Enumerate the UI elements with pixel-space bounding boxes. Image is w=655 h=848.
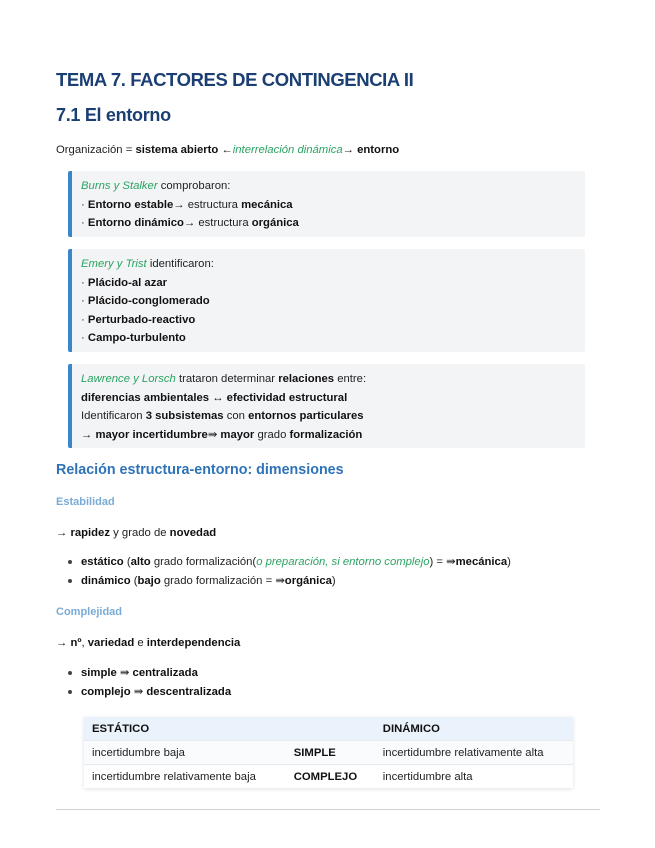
intro-arrow-right: → bbox=[342, 144, 358, 156]
text: → bbox=[81, 428, 96, 441]
bold-text: 3 subsistemas bbox=[145, 410, 224, 422]
bold-text: centralizada bbox=[132, 667, 198, 679]
relation-heading: Relación estructura-entorno: dimensiones bbox=[56, 462, 344, 478]
bold-text: complejo bbox=[81, 686, 131, 698]
callout-line bbox=[81, 426, 585, 445]
table-cell: incertidumbre relativamente baja bbox=[84, 765, 286, 789]
table-cell: COMPLEJO bbox=[286, 765, 375, 789]
bold-text: mayor incertidumbre bbox=[95, 428, 208, 441]
table-header bbox=[286, 717, 375, 741]
text: ) = ⇛ bbox=[429, 556, 456, 568]
dash: · bbox=[81, 295, 88, 307]
text: → bbox=[56, 527, 71, 539]
bold-text: relaciones bbox=[278, 373, 335, 385]
callout-burns-stalker bbox=[68, 171, 585, 237]
text: , bbox=[81, 637, 88, 649]
intro-italic: interrelación dinámica bbox=[232, 144, 343, 156]
text: ⇛ bbox=[116, 667, 133, 679]
list-item bbox=[56, 572, 511, 591]
environment-table bbox=[84, 717, 573, 788]
text: ( bbox=[123, 556, 131, 568]
text: con bbox=[223, 410, 249, 422]
text: ) bbox=[331, 575, 336, 587]
bold-text: mayor bbox=[220, 428, 255, 441]
dash: · bbox=[81, 313, 88, 326]
dash: · bbox=[81, 276, 88, 289]
bold-text: dinámico bbox=[81, 575, 131, 587]
callout-heading bbox=[81, 177, 585, 196]
bold-text: entornos particulares bbox=[248, 410, 364, 422]
table-header: DINÁMICO bbox=[375, 717, 573, 741]
text: ⇛ bbox=[207, 428, 221, 441]
text: ⇛ bbox=[130, 686, 147, 698]
dash: · bbox=[81, 198, 88, 211]
stability-line bbox=[56, 524, 216, 542]
text: y grado de bbox=[110, 527, 170, 539]
table-header: ESTÁTICO bbox=[84, 717, 286, 741]
stability-list bbox=[56, 553, 511, 591]
table-header-row bbox=[84, 717, 573, 741]
bold-text: estático bbox=[81, 556, 124, 568]
callout-line bbox=[81, 311, 585, 330]
bold-text: Perturbado-reactivo bbox=[87, 313, 196, 326]
bold-text: interdependencia bbox=[146, 637, 241, 649]
text: ) bbox=[507, 556, 511, 568]
table-cell: incertidumbre relativamente alta bbox=[375, 741, 573, 765]
italic-text: o preparación, si entorno complejo bbox=[256, 556, 430, 568]
callout-heading bbox=[81, 370, 585, 389]
author-name: Lawrence y Lorsch bbox=[81, 373, 176, 385]
intro-line bbox=[56, 141, 399, 159]
callout-line bbox=[81, 274, 585, 293]
list-item bbox=[56, 553, 511, 572]
text: → estructura bbox=[173, 198, 242, 211]
bold-text: mecánica bbox=[241, 198, 293, 211]
callout-line bbox=[81, 389, 585, 408]
stability-heading: Estabilidad bbox=[56, 496, 115, 508]
section-title: 7.1 El entorno bbox=[56, 105, 171, 125]
list-item bbox=[56, 664, 231, 683]
text: Identificaron bbox=[81, 410, 146, 422]
author-verb: identificaron: bbox=[146, 258, 214, 270]
bold-text: efectividad estructural bbox=[226, 391, 348, 404]
table-cell: incertidumbre alta bbox=[375, 765, 573, 789]
text: entre: bbox=[334, 373, 367, 385]
complexity-line bbox=[56, 634, 240, 652]
intro-arrow: ← bbox=[218, 144, 233, 156]
callout-line bbox=[81, 292, 585, 311]
page-title: TEMA 7. FACTORES DE CONTINGENCIA II bbox=[56, 69, 414, 90]
bold-text: variedad bbox=[87, 637, 135, 649]
text: grado formalización( bbox=[150, 556, 257, 568]
bold-text: novedad bbox=[169, 527, 217, 539]
bold-text: alto bbox=[130, 556, 151, 568]
author-name: Burns y Stalker bbox=[81, 180, 158, 192]
bold-text: simple bbox=[81, 667, 117, 679]
bold-text: bajo bbox=[137, 575, 161, 587]
dash: · bbox=[81, 217, 88, 229]
bold-text: orgánica bbox=[284, 575, 332, 587]
bold-text: Campo-turbulento bbox=[87, 332, 186, 344]
text: ↔ bbox=[209, 391, 227, 404]
intro-bold: sistema abierto bbox=[135, 144, 219, 156]
author-verb: trataron determinar bbox=[175, 373, 279, 385]
table-row bbox=[84, 765, 573, 789]
callout-line bbox=[81, 214, 585, 233]
callout-line bbox=[81, 407, 585, 426]
bold-text: rapidez bbox=[70, 527, 110, 539]
footer-divider bbox=[56, 809, 600, 810]
callout-lawrence-lorsch bbox=[68, 364, 585, 448]
text: grado bbox=[254, 428, 290, 441]
bold-text: descentralizada bbox=[146, 686, 232, 698]
complexity-list bbox=[56, 664, 231, 702]
text: e bbox=[134, 637, 147, 649]
callout-line bbox=[81, 196, 585, 215]
bold-text: Plácido-conglomerado bbox=[87, 295, 210, 307]
bold-text: Entorno dinámico bbox=[87, 217, 184, 229]
bold-text: diferencias ambientales bbox=[81, 391, 210, 404]
bold-text: formalización bbox=[289, 428, 363, 441]
text: grado formalización = ⇛ bbox=[160, 575, 285, 587]
intro-entorno: entorno bbox=[357, 144, 400, 156]
table-cell: SIMPLE bbox=[286, 741, 375, 765]
complexity-heading: Complejidad bbox=[56, 606, 123, 618]
text: → estructura bbox=[183, 217, 252, 229]
bold-text: Plácido-al azar bbox=[87, 276, 168, 289]
callout-emery-trist bbox=[68, 249, 585, 352]
text: → bbox=[56, 637, 71, 649]
table-cell: incertidumbre baja bbox=[84, 741, 286, 765]
bold-text: nº bbox=[70, 637, 82, 649]
callout-line bbox=[81, 329, 585, 348]
author-verb: comprobaron: bbox=[157, 180, 231, 192]
callout-heading bbox=[81, 255, 585, 274]
list-item bbox=[56, 683, 231, 702]
text: ( bbox=[130, 575, 138, 587]
dash: · bbox=[81, 332, 88, 344]
author-name: Emery y Trist bbox=[81, 258, 147, 270]
intro-text: Organización = bbox=[56, 144, 136, 156]
table-row bbox=[84, 741, 573, 765]
bold-text: mecánica bbox=[455, 556, 508, 568]
bold-text: Entorno estable bbox=[87, 198, 174, 211]
bold-text: orgánica bbox=[251, 217, 299, 229]
